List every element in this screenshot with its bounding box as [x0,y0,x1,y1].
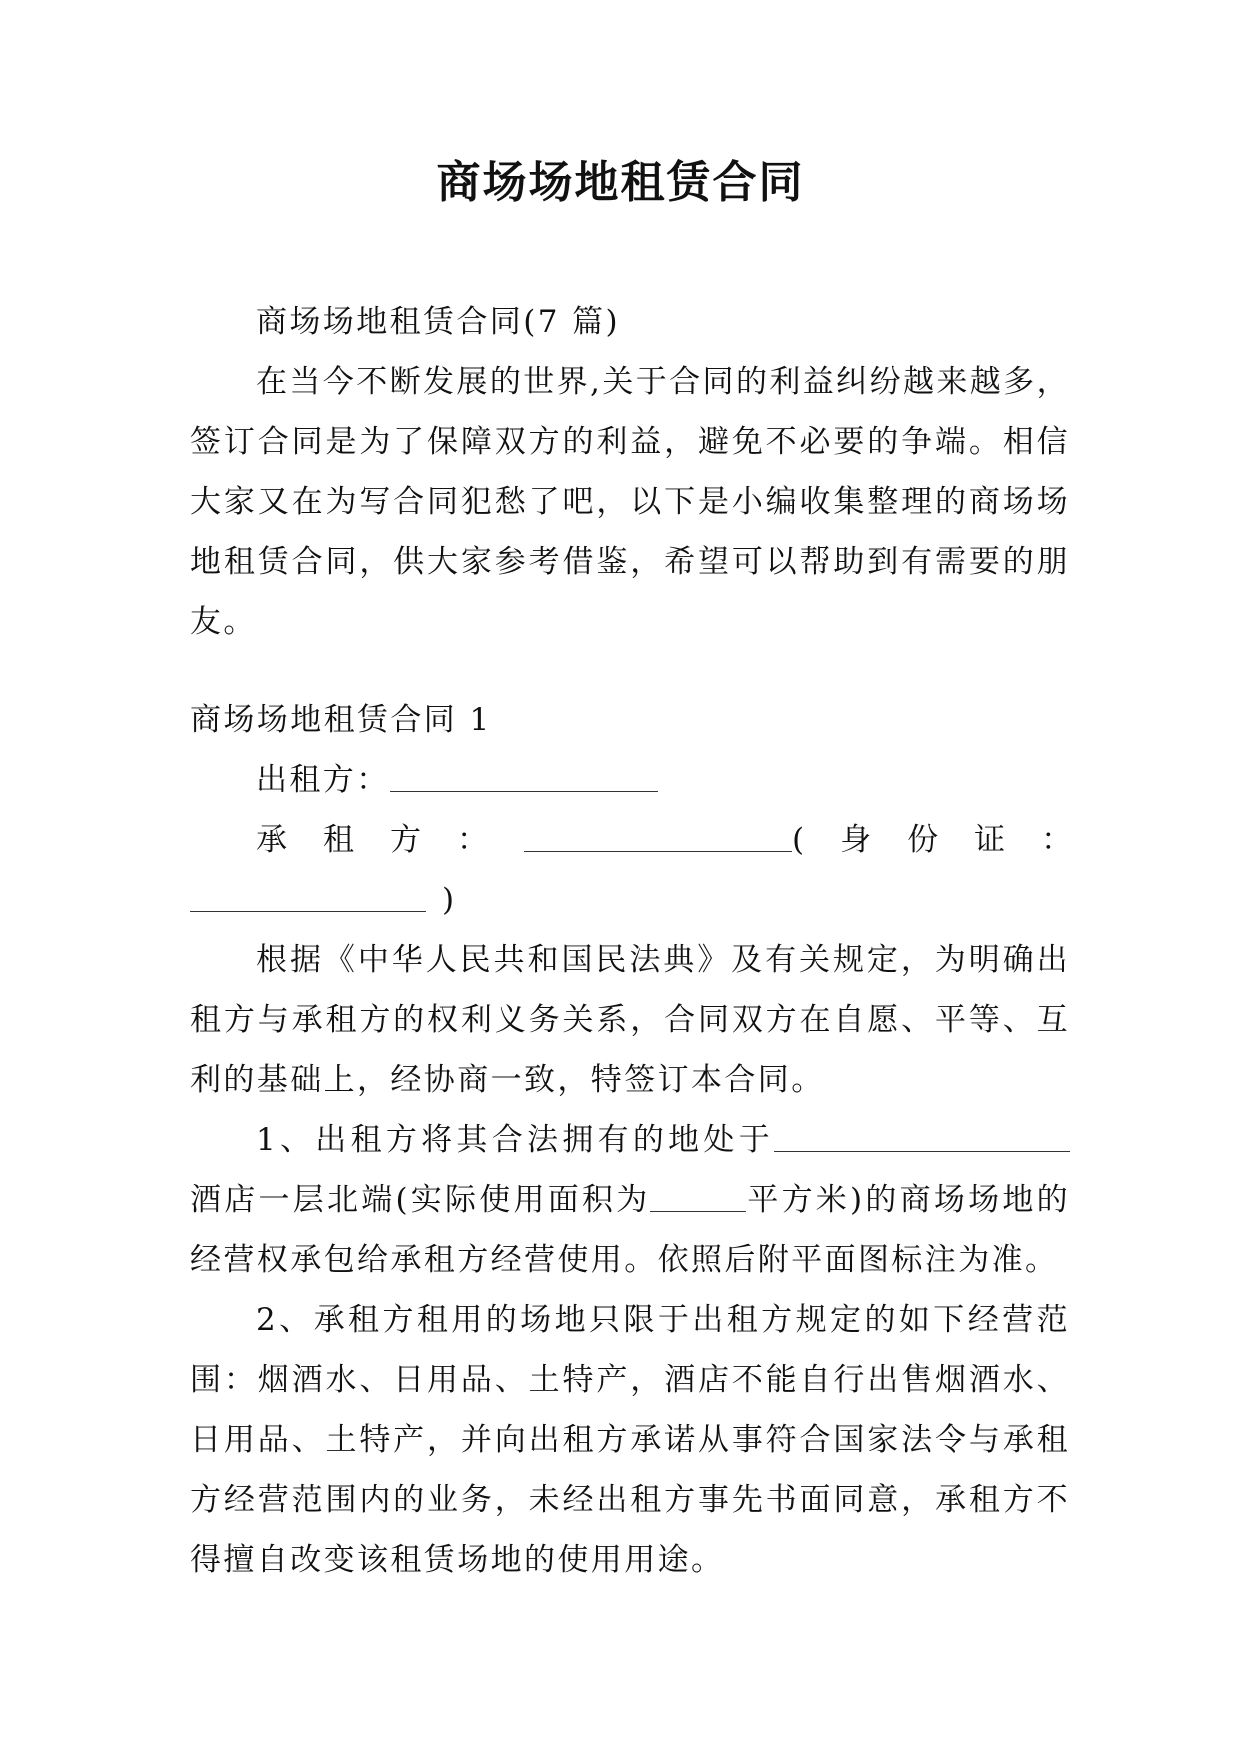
section-heading: 商场场地租赁合同 1 [190,702,492,738]
document-body-top [190,292,1070,652]
lessor-line [190,750,1070,810]
lessor-blank [390,763,658,792]
document-body-contract [190,690,1109,1590]
id-blank [190,883,426,912]
document-subtitle: 商场场地租赁合同(7 篇) [256,304,620,340]
basis-paragraph: 根据《中华人民共和国民法典》及有关规定，为明确出租方与承租方的权利义务关系，合同双方在自愿、平等、互利的基础上，经协商一致，特签订本合同。 [190,942,1070,1098]
clause-2: 2、承租方租用的场地只限于出租方规定的如下经营范围：烟酒水、日用品、土特产，酒店不能自行出售烟酒水、日用品、土特产，并向出租方承诺从事符合国家法令与承租方经营范围内的业务，未经出租方事先书面同意，承租方不得擅自改变该租赁场地的使用用途。 [190,1302,1070,1578]
id-open-label: (身份证： [792,822,1109,858]
clause-1 [190,1110,1070,1290]
location-blank [774,1123,1070,1152]
id-line [190,870,1070,930]
document-title: 商场场地租赁合同 [436,157,805,208]
id-close-label: ) [442,882,457,918]
lessor-label: 出租方： [256,762,390,798]
lessee-blank [524,823,792,852]
clause-1-part-a: 1、出租方将其合法拥有的地处于 [256,1122,774,1158]
intro-paragraph: 在当今不断发展的世界,关于合同的利益纠纷越来越多，签订合同是为了保障双方的利益，避免不必要的争端。相信大家又在为写合同犯愁了吧，以下是小编收集整理的商场场地租赁合同，供大家参考借鉴，希望可以帮助到有需要的朋友。 [190,364,1070,640]
area-blank [650,1183,746,1212]
clause-1-part-c: 平方米)的商场场地的经营权承包给承租方经营使用。依照后附平面图标注为准。 [190,1182,1070,1278]
clause-1-part-b: 酒店一层北端(实际使用面积为 [190,1182,651,1218]
lessee-label: 承租方： [256,822,524,858]
lessee-line [190,810,1109,870]
